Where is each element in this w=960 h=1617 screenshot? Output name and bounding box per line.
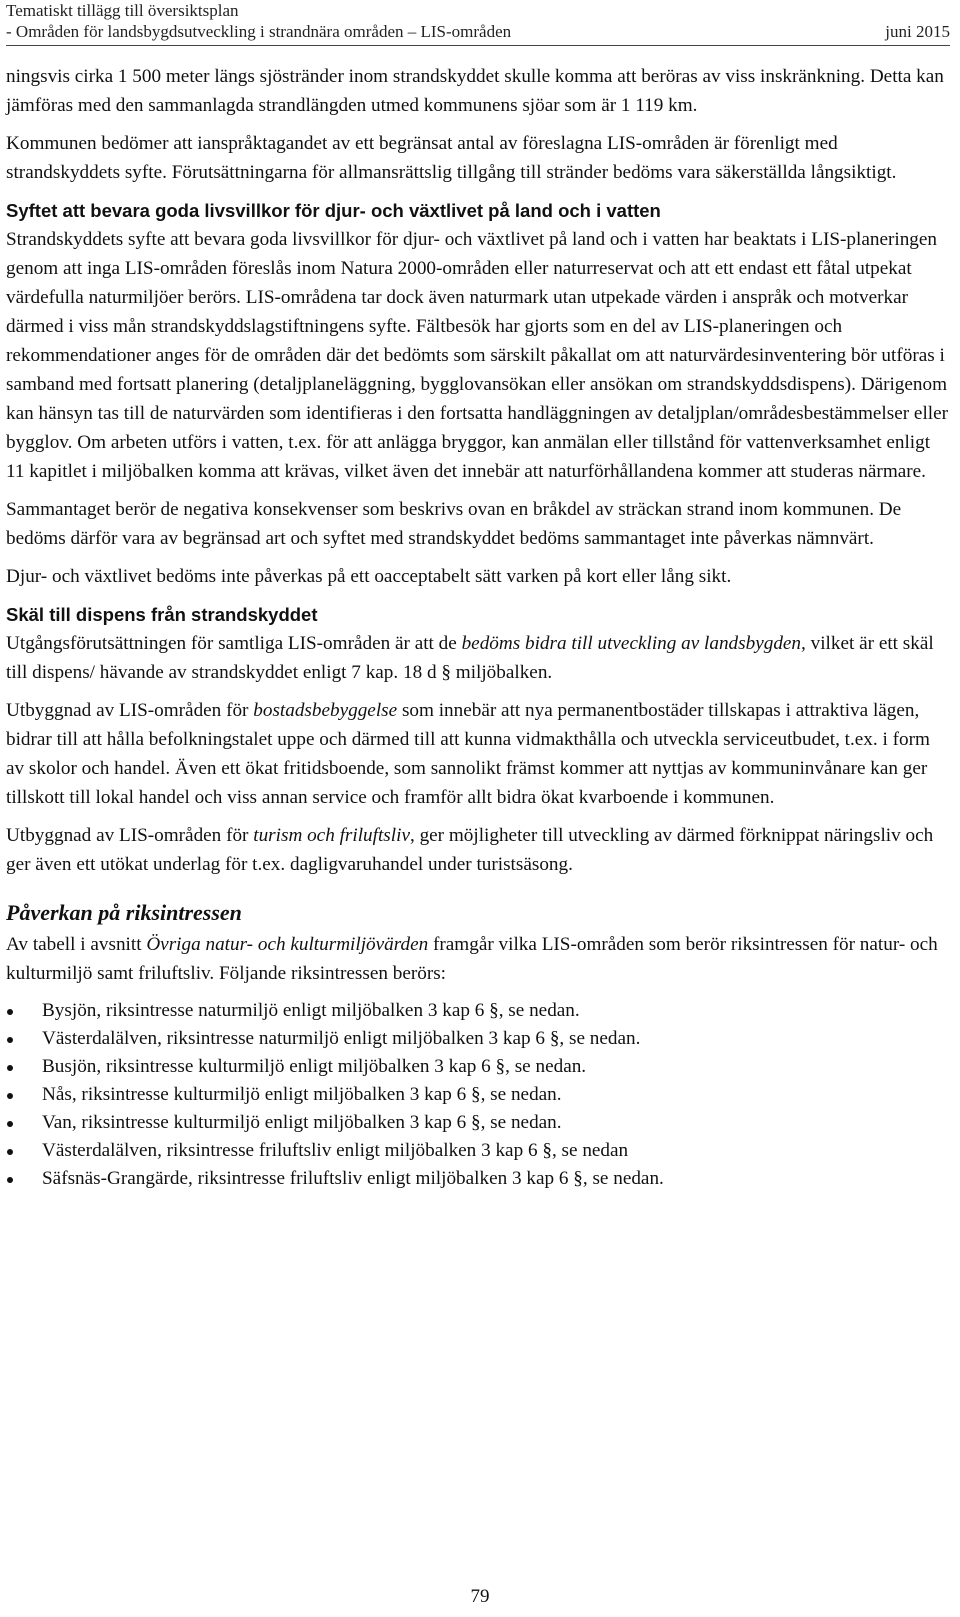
- paragraph-syfte: Strandskyddets syfte att bevara goda livsvillkor för djur- och växtlivet på land och i vatten har beaktats i LIS-planeringen genom att inga LIS-områden föreslås inom Natura 2000-områden eller naturreservat och att ett endast ett fåtal utpekat värdefulla naturmiljöer berörs. LIS-områdena tar dock även naturmark utan utpekade värden i anspråk och motverkar därmed i viss mån strandskyddslagstiftningens syfte. Fältbesök har gjorts som en del av LIS-planeringen och rekommendationer anges för de områden där det bedömts som särskilt påkallat om att naturvärdesinventering bör utföras i samband med fortsatt planering (detaljplaneläggning, bygglovansökan eller ansökan om strandskyddsdispens). Därigenom kan hänsyn tas till de naturvärden som identifieras i den fortsatta handläggningen av detaljplan/områdesbestämmelser eller bygglov. Om arbeten utförs i vatten, t.ex. för att anlägga bryggor, kan anmälan eller tillstånd för vattenverksamhet enligt 11 kapitlet i miljöbalken komma att krävas, vilket även det innebär att naturförhållandena kommer att studeras närmare.: [6, 229, 949, 482]
- paragraph-utgangsforutsattning: [6, 629, 950, 687]
- paragraph-riksintressen: [6, 930, 950, 988]
- page-number: 79: [470, 1586, 490, 1607]
- paragraph-turism: [6, 821, 950, 879]
- paragraph-bostad: [6, 696, 950, 812]
- list-item: [6, 1025, 950, 1053]
- header-subtitle: - Områden för landsbygdsutveckling i strandnära områden – LIS-områden: [6, 22, 512, 41]
- list-item: [6, 1165, 950, 1193]
- riksintressen-list: [6, 997, 950, 1193]
- list-item-text: Västerdalälven, riksintresse naturmiljö enligt miljöbalken 3 kap 6 §, se nedan.: [42, 1028, 641, 1049]
- text-run: Utgångsförutsättningen för samtliga LIS-områden är att de: [6, 633, 462, 654]
- paragraph-assessment: Kommunen bedömer att ianspråktagandet av ett begränsat antal av föreslagna LIS-områden är förenligt med strandskyddets syfte. Förutsättningarna för allmansrättslig tillgång till stränder bedöms vara säkerställda långsiktigt.: [6, 133, 897, 183]
- bullet-icon: [7, 1093, 13, 1099]
- heading-skal: Skäl till dispens från strandskyddet: [6, 604, 318, 625]
- paragraph-sammantaget: Sammantaget berör de negativa konsekvenser som beskrivs ovan en bråkdel av sträckan strand inom kommunen. De bedöms därför vara av begränsad art och syftet med strandskyddet bedöms sammantaget inte påverkas nämnvärt.: [6, 499, 902, 549]
- list-item-text: Bysjön, riksintresse naturmiljö enligt miljöbalken 3 kap 6 §, se nedan.: [42, 1000, 580, 1021]
- bullet-icon: [7, 1121, 13, 1127]
- list-item: [6, 1109, 950, 1137]
- text-run: framgår vilka LIS-områden som berör riksintressen för natur- och kulturmiljö samt friluftsliv. Följande riksintressen berörs:: [6, 934, 938, 984]
- header-subtitle-row: [6, 21, 950, 42]
- list-item-text: Van, riksintresse kulturmiljö enligt miljöbalken 3 kap 6 §, se nedan.: [42, 1112, 562, 1133]
- list-item: [6, 1137, 950, 1165]
- bullet-icon: [7, 1149, 13, 1155]
- list-item: [6, 1053, 950, 1081]
- bullet-icon: [7, 1037, 13, 1043]
- list-item-text: Västerdalälven, riksintresse friluftsliv enligt miljöbalken 3 kap 6 §, se nedan: [42, 1140, 629, 1161]
- list-item-text: Säfsnäs-Grangärde, riksintresse friluftsliv enligt miljöbalken 3 kap 6 §, se nedan.: [42, 1168, 664, 1189]
- heading-paverkan: Påverkan på riksintressen: [6, 900, 242, 925]
- page-header: [6, 0, 950, 42]
- emphasis-text: Övriga natur- och kulturmiljövärden: [146, 934, 429, 955]
- header-divider: [6, 45, 950, 46]
- list-item: [6, 1081, 950, 1109]
- paragraph-intro: ningsvis cirka 1 500 meter längs sjöstränder inom strandskyddet skulle komma att beröras av viss inskränkning. Detta kan jämföras med den sammanlagda strandlängden utmed kommunens sjöar som är 1 119 km.: [6, 66, 944, 116]
- bullet-icon: [7, 1065, 13, 1071]
- text-run: , ger möjligheter till utveckling av därmed förknippat näringsliv och ger även ett utökat underlag för t.ex. dagligvaruhandel under turistsäsong.: [6, 825, 934, 875]
- bullet-icon: [7, 1009, 13, 1015]
- bullet-icon: [7, 1177, 13, 1183]
- text-run: Av tabell i avsnitt: [6, 934, 147, 955]
- list-item: [6, 997, 950, 1025]
- emphasis-text: bostadsbebyggelse: [253, 700, 398, 721]
- emphasis-text: bedöms bidra till utveckling av landsbygden,: [461, 633, 806, 654]
- text-run: Utbyggnad av LIS-områden för: [6, 700, 254, 721]
- text-run: vilket är ett skäl till dispens/ hävande av strandskyddet enligt 7 kap. 18 d § miljöbalken.: [6, 633, 934, 683]
- emphasis-text: turism och friluftsliv: [253, 825, 410, 846]
- list-item-text: Busjön, riksintresse kulturmiljö enligt miljöbalken 3 kap 6 §, se nedan.: [42, 1056, 587, 1077]
- header-title: Tematiskt tillägg till översiktsplan: [6, 1, 239, 20]
- page-body: [6, 62, 950, 1193]
- text-run: som innebär att nya permanentbostäder tillskapas i attraktiva lägen, bidrar till att hålla befolkningstalet uppe och därmed till att kunna vidmakthålla och utveckla serviceutbudet, t.ex. i form av skolor och handel. Även ett ökat fritidsboende, som sannolikt främst kommer att nyttjas av kommuninvånare kan ger tillskott till lokal handel och viss annan service och framför allt bidra ökat kvarboende i kommunen.: [6, 700, 930, 808]
- list-item-text: Nås, riksintresse kulturmiljö enligt miljöbalken 3 kap 6 §, se nedan.: [42, 1084, 562, 1105]
- text-run: Utbyggnad av LIS-områden för: [6, 825, 254, 846]
- heading-syfte: Syftet att bevara goda livsvillkor för djur- och växtlivet på land och i vatten: [6, 200, 661, 221]
- paragraph-djurliv: Djur- och växtlivet bedöms inte påverkas på ett oacceptabelt sätt varken på kort eller lång sikt.: [6, 566, 732, 587]
- header-date: juni 2015: [885, 22, 950, 41]
